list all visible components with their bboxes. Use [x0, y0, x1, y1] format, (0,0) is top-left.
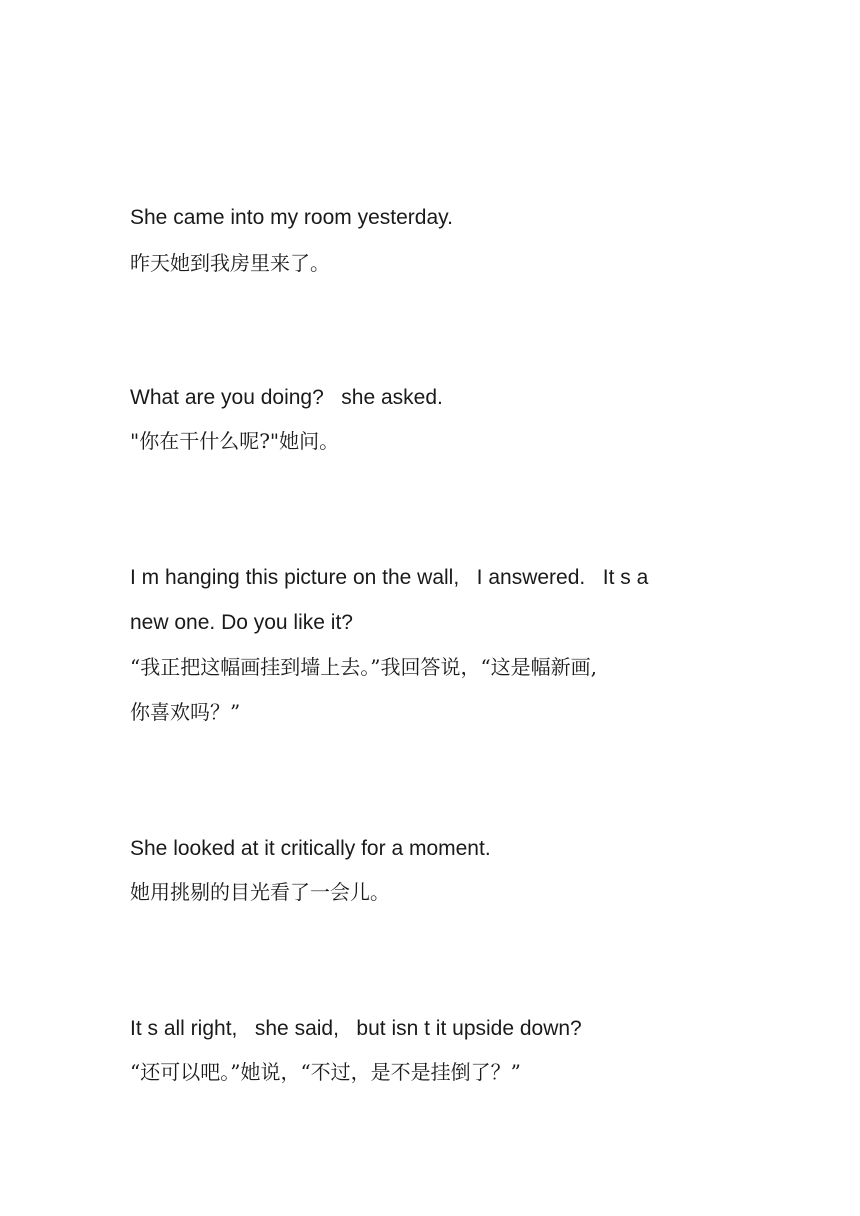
- chinese-line: 昨天她到我房里来了。: [130, 251, 330, 275]
- english-line: She looked at it critically for a moment.: [130, 837, 491, 860]
- chinese-line: 你喜欢吗？”: [130, 700, 241, 724]
- chinese-line: “我正把这幅画挂到墙上去。”我回答说，“这是幅新画,: [130, 655, 598, 679]
- chinese-line: "你在干什么呢?"她问。: [130, 429, 340, 453]
- english-line: new one. Do you like it?: [130, 611, 353, 634]
- english-line: It s all right, she said, but isn t it upside down?: [130, 1017, 582, 1040]
- chinese-line: 她用挑剔的目光看了一会儿。: [130, 880, 390, 904]
- chinese-line: “还可以吧。”她说，“不过，是不是挂倒了？”: [130, 1060, 521, 1084]
- english-line: She came into my room yesterday.: [130, 206, 453, 229]
- english-line: I m hanging this picture on the wall, I answered. It s a: [130, 566, 649, 589]
- english-line: What are you doing? she asked.: [130, 386, 443, 409]
